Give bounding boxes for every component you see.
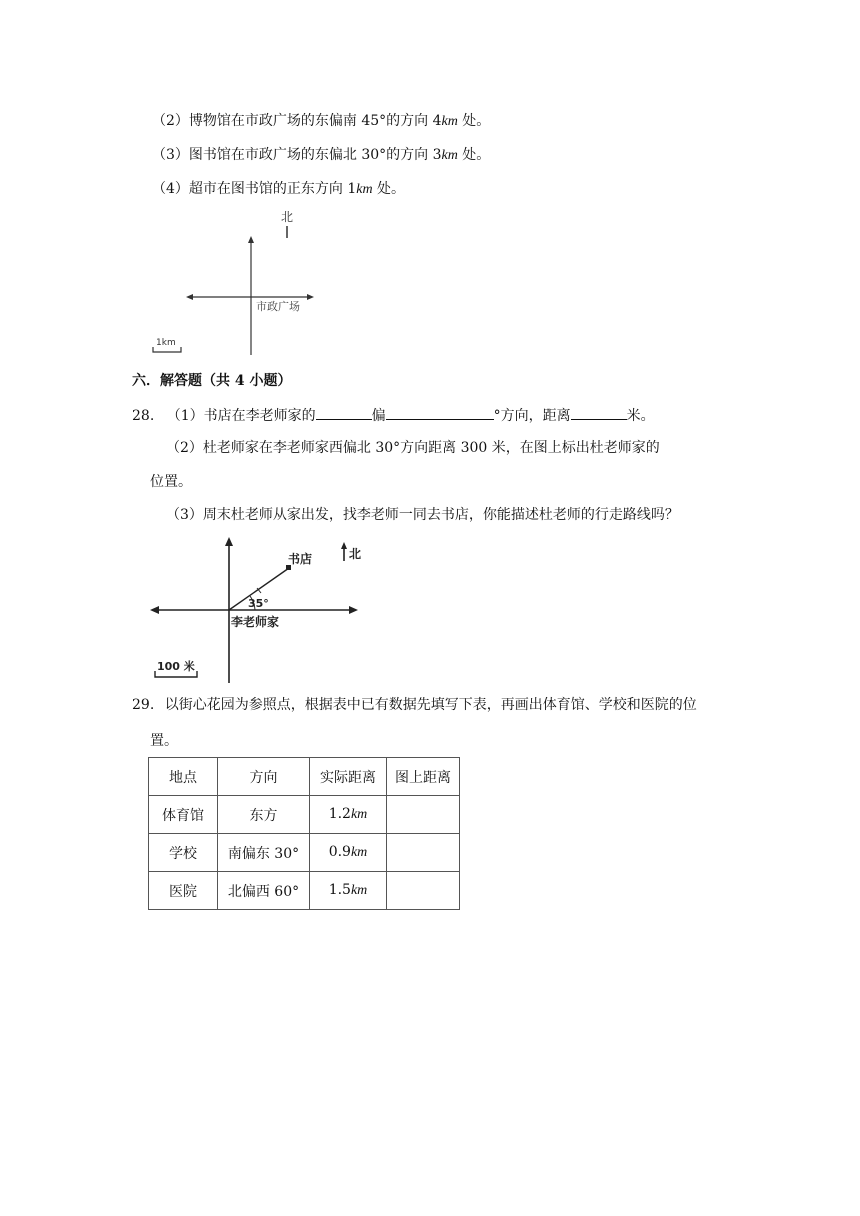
- row-map-distance[interactable]: [387, 796, 460, 834]
- north-label: 北: [349, 547, 362, 561]
- home-vertical-arrowhead: [225, 537, 233, 546]
- row-map-distance[interactable]: [387, 834, 460, 872]
- table-row: [149, 872, 460, 910]
- distance-unit: km: [350, 883, 368, 898]
- row-direction: 北偏西 60°: [218, 872, 310, 910]
- q28-part1-c: °方向，距离: [493, 408, 571, 424]
- row-place: 体育馆: [149, 796, 218, 834]
- q28-part2-line2: 位置。: [150, 474, 192, 490]
- q28-number: 28.: [132, 408, 155, 424]
- home-label: 李老师家: [231, 615, 280, 629]
- plaza-north-label: 北: [281, 210, 294, 224]
- row-direction: 东方: [218, 796, 310, 834]
- item-4-text: （4）超市在图书馆的正东方向 1: [152, 181, 357, 197]
- distance-value: 1.5: [328, 882, 351, 898]
- plaza-map-figure: [150, 205, 320, 365]
- section-heading: 六．解答题（共 4 小题）: [132, 373, 292, 389]
- q28-blank-direction2[interactable]: [386, 405, 494, 420]
- item-3-text: （3）图书馆在市政广场的东偏北 30°的方向 3: [152, 147, 442, 163]
- home-scale-label: 100 米: [157, 660, 195, 673]
- item-2-unit: km: [441, 114, 458, 129]
- distance-unit: km: [350, 807, 368, 822]
- item-3-tail: 处。: [457, 147, 491, 163]
- q28-part1-a: （1）书店在李老师家的: [166, 408, 316, 424]
- item-2: [152, 111, 490, 132]
- item-4-tail: 处。: [372, 181, 406, 197]
- q28-blank-direction1[interactable]: [316, 405, 372, 420]
- table-header-row: [149, 758, 460, 796]
- item-4-unit: km: [356, 182, 373, 197]
- row-place: 学校: [149, 834, 218, 872]
- q28-part1-d: 米。: [626, 408, 655, 424]
- plaza-left-arrowhead: [186, 294, 193, 300]
- q28-part2-line1: （2）杜老师家在李老师家西偏北 30°方向距离 300 米，在图上标出杜老师家的: [166, 440, 660, 456]
- bookstore-map-figure: [145, 533, 365, 688]
- item-3: [152, 145, 490, 166]
- q29-line1: [132, 695, 697, 715]
- item-2-text: （2）博物馆在市政广场的东偏南 45°的方向 4: [152, 113, 442, 129]
- bookstore-label: 书店: [288, 552, 313, 566]
- q28-part1-b: 偏: [371, 408, 386, 424]
- row-actual-distance: [310, 834, 387, 872]
- header-map-distance: 图上距离: [387, 758, 460, 796]
- plaza-right-arrowhead: [307, 294, 314, 300]
- distance-value: 1.2: [328, 806, 351, 822]
- item-4: [152, 179, 405, 200]
- q29-text: 以街心花园为参照点，根据表中已有数据先填写下表，再画出体育馆、学校和医院的位: [164, 697, 697, 713]
- plaza-scale-label: 1km: [156, 338, 176, 348]
- distance-unit: km: [350, 845, 368, 860]
- home-left-arrowhead: [150, 606, 159, 614]
- home-right-arrowhead: [349, 606, 358, 614]
- table-row: [149, 796, 460, 834]
- distance-value: 0.9: [328, 844, 351, 860]
- q29-line2: 置。: [150, 733, 178, 749]
- plaza-origin-label: 市政广场: [256, 300, 300, 313]
- q28-part1: [132, 405, 655, 426]
- row-actual-distance: [310, 872, 387, 910]
- q28-blank-distance[interactable]: [571, 405, 627, 420]
- item-3-unit: km: [441, 148, 458, 163]
- header-actual-distance: 实际距离: [310, 758, 387, 796]
- north-arrowhead: [341, 542, 347, 549]
- item-2-tail: 处。: [457, 113, 491, 129]
- row-map-distance[interactable]: [387, 872, 460, 910]
- row-actual-distance: [310, 796, 387, 834]
- header-place: 地点: [149, 758, 218, 796]
- q29-number: 29.: [132, 697, 155, 713]
- row-direction: 南偏东 30°: [218, 834, 310, 872]
- plaza-vertical-arrowhead: [248, 236, 254, 243]
- table-row: [149, 834, 460, 872]
- q28-part3: （3）周末杜老师从家出发，找李老师一同去书店，你能描述杜老师的行走路线吗？: [166, 507, 679, 523]
- angle-label: 35°: [248, 597, 269, 610]
- q29-table: [148, 757, 460, 910]
- row-place: 医院: [149, 872, 218, 910]
- header-direction: 方向: [218, 758, 310, 796]
